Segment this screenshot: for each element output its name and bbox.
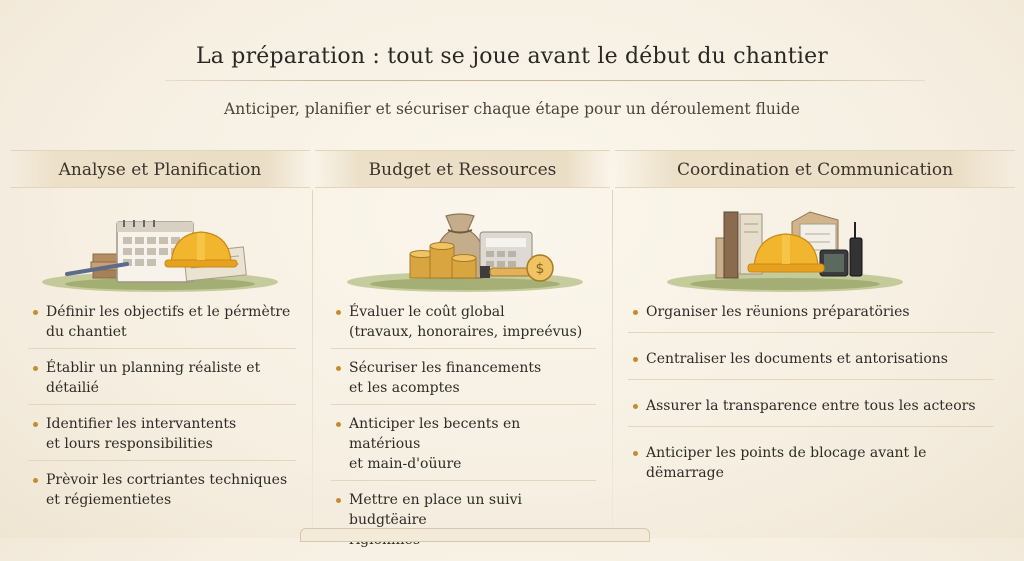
column-heading: Budget et Ressources (315, 150, 610, 188)
list-item: Identifier les intervantents et lours responsibilities (28, 410, 296, 461)
list-item: Centraliser les documents et antorisations (628, 345, 994, 380)
dollar-coin-icon (527, 255, 553, 281)
list-item: Assurer la transparence entre tous les acteors (628, 392, 994, 427)
list-item: Anticiper les becents en matérious et main-d'oüure (331, 410, 596, 481)
list-item: Organiser les rëunions préparatöries (628, 298, 994, 333)
key-icon (480, 266, 530, 278)
walkie-talkie-icon (850, 222, 862, 276)
title-divider (165, 80, 925, 81)
list-item: Sécuriser les financements et les acomptes (331, 354, 596, 405)
column-heading: Analyse et Planification (10, 150, 310, 188)
planning-illustration (35, 202, 285, 298)
column-budget-ressources (315, 150, 610, 538)
list-item: Mettre en place un suivi budgtëaire (331, 486, 596, 556)
svg-text:$: $ (535, 261, 545, 277)
list-item: Évaluer le coût global (travaux, honoraires, impreévus) (331, 298, 596, 349)
column-coordination-communication (615, 150, 1015, 538)
budget-illustration (340, 202, 590, 298)
task-list (628, 298, 1008, 505)
list-item: Établir un planning réaliste et détailié (28, 354, 296, 405)
column-analyse-planification (10, 150, 310, 538)
column-divider (312, 190, 313, 538)
list-item: Anticiper les points de blocage avant le dëmarrage (628, 439, 994, 493)
page-title: La préparation : tout se joue avant le début du chantier (195, 44, 829, 69)
column-heading: Coordination et Communication (615, 150, 1015, 188)
column-divider (612, 190, 613, 538)
task-list (28, 298, 310, 521)
task-list (331, 298, 610, 561)
bottom-panel-edge (300, 528, 650, 542)
list-item: Définir les objectifs et le pérmètre du chantiet (28, 298, 296, 349)
page-subtitle: Anticiper, planifier et sécuriser chaque étape pour un déroulement fluide (224, 100, 800, 118)
coordination-illustration (660, 202, 910, 298)
tablet-icon (820, 250, 848, 276)
list-item: Prèvoir les cortriantes techniques et régiementietes (28, 466, 296, 516)
